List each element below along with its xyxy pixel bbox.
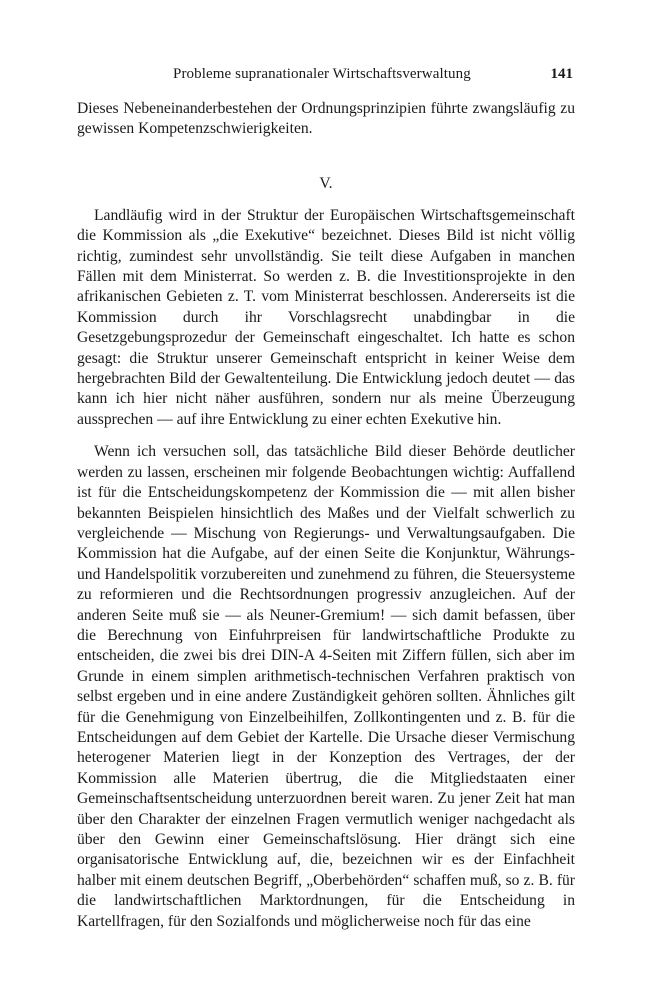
body-paragraph-1: Landläufig wird in der Struktur der Europäischen Wirtschaftsgemeinschaft die Kommission als „die Exekutive“ bezeichnet. Dieses Bild ist nicht völlig richtig, zumindest sehr unvollständig. Sie teilt diese Aufgaben in manchen Fällen mit dem Ministerrat. So werden z. B. die Investitionsprojekte in den afrikanischen Gebieten z. T. vom Ministerrat beschlossen. Andererseits ist die Kommission durch ihr Vorschlagsrecht unabdingbar in die Gesetzgebungsprozedur der Gemeinschaft eingeschaltet. Ich hatte es schon gesagt: die Struktur unserer Gemeinschaft entspricht in keiner Weise dem hergebrachten Bild der Gewaltenteilung. Die Entwicklung jedoch deutet — das kann ich hier nicht näher ausführen, sondern nur als meine Überzeugung aussprechen — auf ihre Entwicklung zu einer echten Exekutive hin. [77, 206, 575, 428]
body-paragraph-2: Wenn ich versuchen soll, das tatsächliche Bild dieser Behörde deutlicher werden zu lassen, erscheinen mir folgende Beobachtungen wichtig: Auffallend ist für die Entscheidungskompetenz der Kommission die — mit allen bisher bekannten Beispielen hinsichtlich des Maßes und der Vielfalt schwerlich zu vergleichende — Mischung von Regierungs- und Verwaltungsaufgaben. Die Kommission hat die Aufgabe, auf der einen Seite die Konjunktur, Währungs- und Handelspolitik vorzubereiten und zunehmend zu führen, die Steuersysteme zu reformieren und die Rechtsordnungen progressiv anzugleichen. Auf der anderen Seite muß sie — als Neuner-Gremium! — sich damit befassen, über die Berechnung von Einfuhrpreisen für landwirtschaftliche Produkte zu entscheiden, die zwei bis drei DIN-A 4-Seiten mit Ziffern füllen, sich aber im Grunde in einem simplen arithmetisch-technischen Verfahren praktisch von selbst ergeben und in eine andere Zuständigkeit gehören sollten. Ähnliches gilt für die Genehmigung von Einzelbeihilfen, Zollkontingenten und z. B. für die Entscheidungen auf dem Gebiet der Kartelle. Die Ursache dieser Vermischung heterogener Materien liegt in der Konzeption des Vertrages, der der Kommission alle Materien übertrug, die die Mitgliedstaaten einer Gemeinschaftsentscheidung unterzuordnen bereit waren. Zu jener Zeit hat man über den Charakter der einzelnen Fragen vermutlich weniger nachgedacht als über den Gewinn einer Gemeinschaftslösung. Hier drängt sich eine organisatorische Entwicklung auf, die, bezeichnen wir es der Einfachheit halber mit einem deutschen Begriff, „Oberbehörden“ schaffen muß, so z. B. für die landwirtschaftlichen Marktordnungen, für die Entscheidung in Kartellfragen, für den Sozialfonds und möglicherweise noch für das eine [77, 443, 575, 930]
page-number: 141 [550, 66, 573, 82]
running-title: Probleme supranationaler Wirtschaftsverwaltung [173, 66, 471, 82]
section-heading: V. [319, 174, 333, 192]
running-header [77, 60, 575, 82]
book-page [77, 60, 575, 932]
intro-paragraph: Dieses Nebeneinanderbestehen der Ordnungsprinzipien führte zwangsläufig zu gewissen Kompetenzschwierigkeiten. [77, 100, 575, 138]
